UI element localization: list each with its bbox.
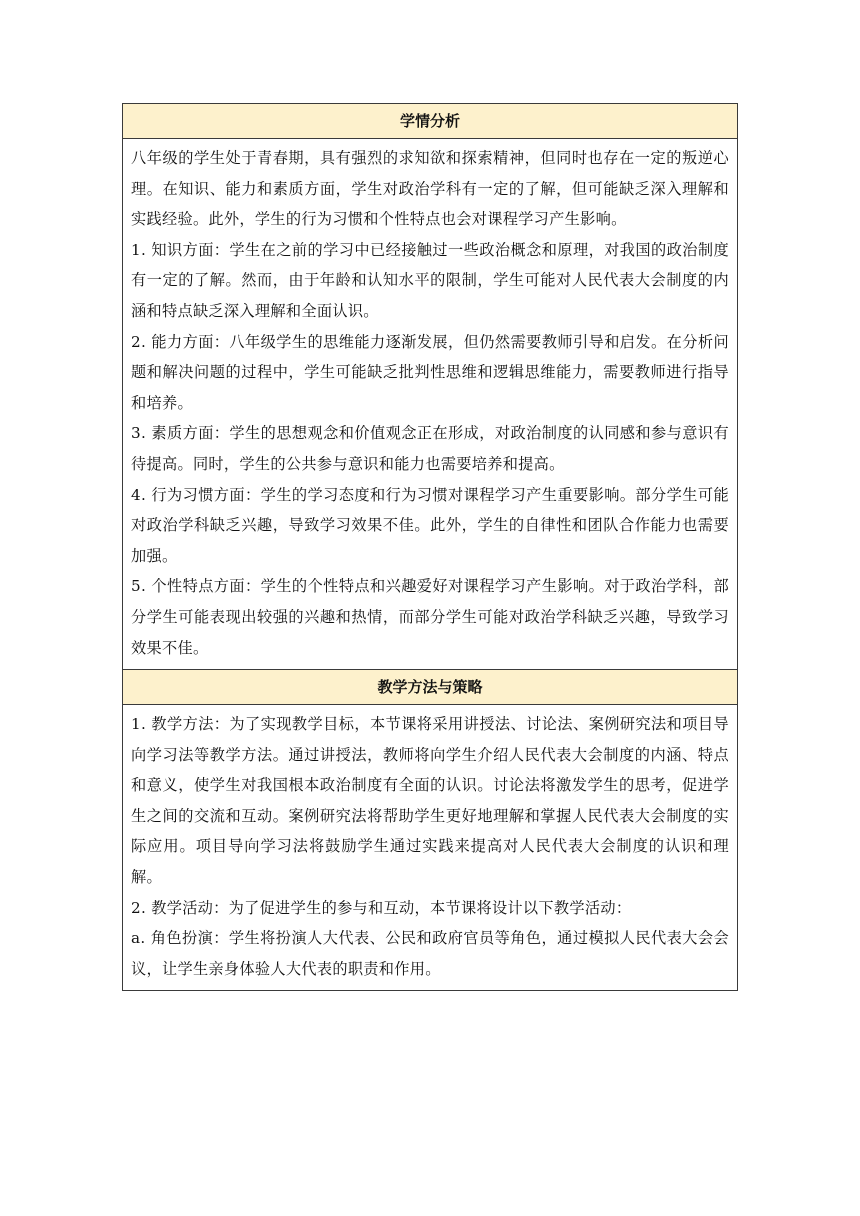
paragraph-behavior: 4. 行为习惯方面：学生的学习态度和行为习惯对课程学习产生重要影响。部分学生可能对政治学科缺乏兴趣，导致学习效果不佳。此外，学生的自律性和团队合作能力也需要加强。 (131, 485, 729, 565)
paragraph-personality: 5. 个性特点方面：学生的个性特点和兴趣爱好对课程学习产生影响。对于政治学科，部分学生可能表现出较强的兴趣和热情，而部分学生可能对政治学科缺乏兴趣，导致学习效果不佳。 (131, 577, 729, 657)
document-table (122, 103, 738, 991)
paragraph-quality: 3. 素质方面：学生的思想观念和价值观念正在形成，对政治制度的认同感和参与意识有待提高。同时，学生的公共参与意识和能力也需要培养和提高。 (131, 424, 729, 473)
section-body-student-analysis (123, 139, 737, 669)
paragraph-teaching-method: 1. 教学方法：为了实现教学目标，本节课将采用讲授法、讨论法、案例研究法和项目导向学习法等教学方法。通过讲授法，教师将向学生介绍人民代表大会制度的内涵、特点和意义，使学生对我国根本政治制度有全面的认识。讨论法将激发学生的思考，促进学生之间的交流和互动。案例研究法将帮助学生更好地理解和掌握人民代表大会制度的实际应用。项目导向学习法将鼓励学生通过实践来提高对人民代表大会制度的认识和理解。 (131, 715, 729, 887)
paragraph-teaching-activity: 2. 教学活动：为了促进学生的参与和互动，本节课将设计以下教学活动： (131, 898, 632, 917)
section-header-teaching-methods: 教学方法与策略 (123, 669, 737, 705)
paragraph-ability: 2. 能力方面：八年级学生的思维能力逐渐发展，但仍然需要教师引导和启发。在分析问题和解决问题的过程中，学生可能缺乏批判性思维和逻辑思维能力，需要教师进行指导和培养。 (131, 332, 729, 412)
paragraph-knowledge: 1. 知识方面：学生在之前的学习中已经接触过一些政治概念和原理，对我国的政治制度有一定的了解。然而，由于年龄和认知水平的限制，学生可能对人民代表大会制度的内涵和特点缺乏深入理解和全面认识。 (131, 240, 729, 320)
paragraph-intro: 八年级的学生处于青春期，具有强烈的求知欲和探索精神，但同时也存在一定的叛逆心理。在知识、能力和素质方面，学生对政治学科有一定的了解，但可能缺乏深入理解和实践经验。此外，学生的行为习惯和个性特点也会对课程学习产生影响。 (131, 149, 729, 229)
paragraph-role-play: a. 角色扮演：学生将扮演人大代表、公民和政府官员等角色，通过模拟人民代表大会会议，让学生亲身体验人大代表的职责和作用。 (131, 929, 729, 978)
section-header-student-analysis: 学情分析 (123, 104, 737, 139)
section-body-teaching-methods (123, 705, 737, 990)
